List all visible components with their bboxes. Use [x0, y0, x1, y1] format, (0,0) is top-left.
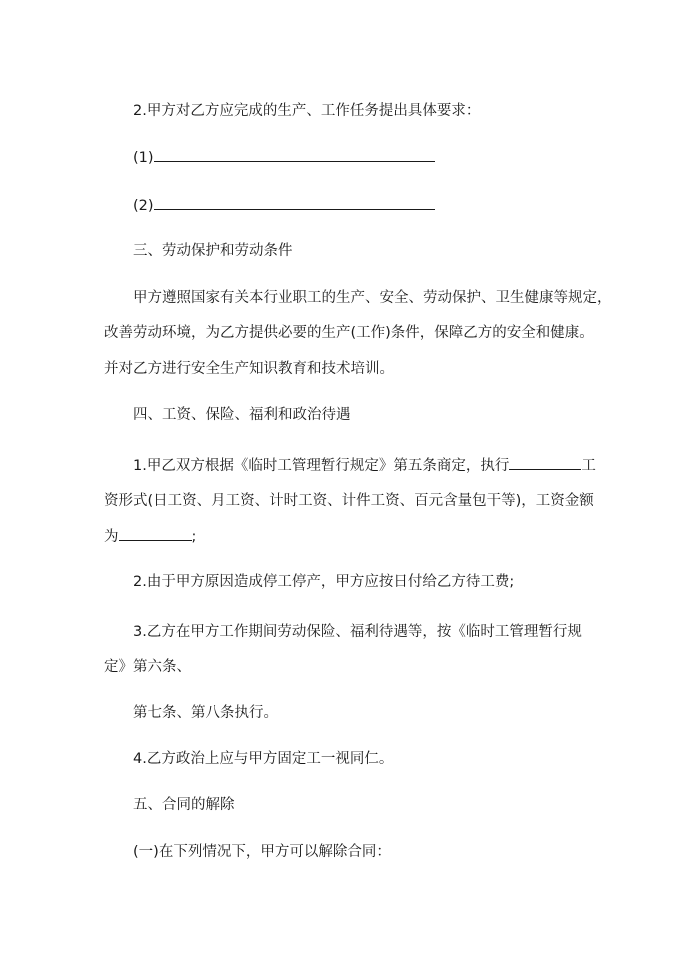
item-1-blank-line: [154, 147, 435, 162]
paragraph-line: 改善劳动环境，为乙方提供必要的生产(工作)条件，保障乙方的安全和健康。: [104, 325, 594, 341]
section-4-heading: 四、工资、保险、福利和政治待遇: [133, 407, 351, 423]
paragraph-line: 3.乙方在甲方工作期间劳动保险、福利待遇等，按《临时工管理暂行规: [133, 624, 582, 640]
paragraph-line: [0, 526, 690, 547]
paragraph-line: (一)在下列情况下，甲方可以解除合同：: [133, 844, 391, 860]
wage-amount-end: ;: [191, 529, 197, 545]
wage-amount-blank-line: [119, 526, 192, 541]
paragraph-line: 甲方遵照国家有关本行业职工的生产、安全、劳动保护、卫生健康等规定，: [133, 290, 612, 306]
item-2-label: (2): [133, 198, 154, 214]
requirement-item-1: [0, 147, 690, 168]
task-requirements-heading: 2.甲方对乙方应完成的生产、工作任务提出具体要求：: [133, 103, 481, 119]
paragraph-line: 4.乙方政治上应与甲方固定工一视同仁。: [133, 751, 394, 767]
paragraph-line: 定》第六条、: [104, 659, 191, 675]
paragraph-line: 2.由于甲方原因造成停工停产，甲方应按日付给乙方待工费;: [133, 574, 515, 590]
paragraph-line: 并对乙方进行安全生产知识教育和技术培训。: [104, 361, 394, 377]
section-3-heading: 三、劳动保护和劳动条件: [133, 243, 293, 259]
item-1-label: (1): [133, 150, 154, 166]
wage-clause-end: 工: [581, 458, 596, 474]
paragraph-line: [0, 455, 690, 476]
wage-amount-label: 为: [104, 529, 119, 545]
paragraph-line: 资形式(日工资、月工资、计时工资、计件工资、百元含量包干等)，工资金额: [104, 493, 594, 509]
wage-clause-text: 1.甲乙双方根据《临时工管理暂行规定》第五条商定，执行: [133, 458, 510, 474]
item-2-blank-line: [154, 195, 435, 210]
section-5-heading: 五、合同的解除: [133, 797, 235, 813]
wage-form-blank-line: [509, 455, 581, 470]
requirement-item-2: [0, 195, 690, 216]
paragraph-line: 第七条、第八条执行。: [133, 705, 278, 721]
